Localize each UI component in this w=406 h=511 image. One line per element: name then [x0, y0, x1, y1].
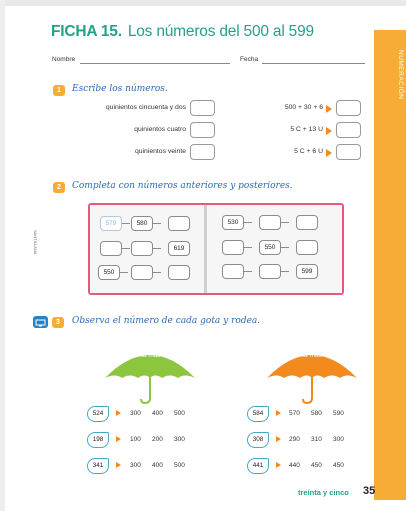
seq-link	[281, 271, 289, 272]
option[interactable]: 440	[289, 462, 300, 469]
page-title	[51, 23, 314, 41]
drop-number: 198	[87, 432, 109, 448]
arrow-icon	[276, 462, 281, 468]
footer-page-number: 35	[363, 485, 376, 497]
umbrella-orange-icon	[262, 340, 362, 405]
seq-box[interactable]	[168, 265, 190, 280]
option[interactable]: 300	[174, 436, 185, 443]
exercise-3-badge: 3	[52, 317, 64, 328]
option[interactable]: 300	[130, 462, 141, 469]
drop-number: 341	[87, 458, 109, 474]
ficha-label: FICHA 15.	[51, 23, 122, 40]
ex1-left-text-2: quinientos cuatro	[134, 126, 186, 133]
seq-link	[281, 222, 289, 223]
ex1-right-text-3: 5 C + 6 U	[294, 148, 323, 155]
exercise-3-instruction: Observa el número de cada gota y rodea.	[72, 316, 261, 326]
seq-box[interactable]	[222, 240, 244, 255]
seq-box: 530	[222, 215, 244, 230]
fecha-label: Fecha	[240, 56, 259, 63]
option[interactable]: 500	[174, 410, 185, 417]
seq-box[interactable]	[259, 215, 281, 230]
umbrella-right-label: La decena más cercana	[277, 352, 347, 359]
option[interactable]: 450	[333, 462, 344, 469]
seq-box[interactable]	[168, 216, 190, 231]
arrow-icon	[276, 410, 281, 416]
seq-link	[244, 247, 252, 248]
option[interactable]: 400	[152, 410, 163, 417]
seq-box[interactable]	[222, 264, 244, 279]
option[interactable]: 400	[152, 462, 163, 469]
option[interactable]: 200	[152, 436, 163, 443]
seq-box: 579	[100, 216, 122, 231]
seq-link	[153, 272, 161, 273]
exercise-2-badge: 2	[53, 182, 65, 193]
seq-box: 619	[168, 241, 190, 256]
drop-number: 584	[247, 406, 269, 422]
ex1-left-answer-3[interactable]	[190, 144, 215, 160]
ex1-left-text-3: quinientos veinte	[134, 148, 186, 155]
scan-edge-left	[0, 0, 5, 511]
seq-box[interactable]	[131, 265, 153, 280]
arrow-icon	[116, 410, 121, 416]
ex1-right-text-2: 5 C + 13 U	[290, 126, 323, 133]
option[interactable]: 300	[130, 410, 141, 417]
title-text: Los números del 500 al 599	[127, 23, 314, 40]
digital-resource-icon[interactable]	[33, 316, 48, 328]
seq-link	[244, 271, 252, 272]
arrow-icon	[116, 462, 121, 468]
seq-box[interactable]	[296, 215, 318, 230]
side-tab-label: NUMERACIÓN	[397, 50, 404, 100]
umbrella-left-label: La centena más cercana	[114, 352, 186, 359]
ex1-left-text-1: quinientos cincuenta y dos	[105, 104, 186, 111]
seq-link	[122, 223, 130, 224]
seq-box[interactable]	[296, 240, 318, 255]
seq-box: 580	[131, 216, 153, 231]
seq-box: 550	[259, 240, 281, 255]
ex1-right-answer-3[interactable]	[336, 144, 361, 160]
option[interactable]: 450	[311, 462, 322, 469]
option[interactable]: 290	[289, 436, 300, 443]
exercise-1-instruction: Escribe los números.	[72, 84, 168, 94]
seq-box: 599	[296, 264, 318, 279]
option[interactable]: 590	[333, 410, 344, 417]
drop-number: 524	[87, 406, 109, 422]
ex1-left-answer-2[interactable]	[190, 122, 215, 138]
seq-link	[281, 247, 289, 248]
seq-link	[153, 223, 161, 224]
option[interactable]: 500	[174, 462, 185, 469]
umbrella-green-icon	[100, 340, 200, 405]
nombre-line[interactable]	[80, 63, 230, 64]
seq-link	[153, 248, 161, 249]
ex1-right-text-1: 500 + 30 + 6	[284, 104, 323, 111]
publisher-mark: SANTILLANA	[33, 230, 38, 255]
arrow-icon	[326, 105, 332, 113]
option[interactable]: 100	[130, 436, 141, 443]
arrow-icon	[276, 436, 281, 442]
drop-number: 441	[247, 458, 269, 474]
seq-link	[244, 222, 252, 223]
arrow-icon	[326, 149, 332, 157]
arrow-icon	[326, 127, 332, 135]
drop-number: 308	[247, 432, 269, 448]
screen-icon	[33, 317, 48, 329]
footer-page-words: treinta y cinco	[298, 488, 349, 497]
exercise-2-instruction: Completa con números anteriores y posteriores.	[72, 181, 293, 191]
scan-edge-top	[0, 0, 406, 6]
option[interactable]: 570	[289, 410, 300, 417]
book-spine	[204, 205, 207, 293]
seq-box[interactable]	[131, 241, 153, 256]
fecha-line[interactable]	[262, 63, 365, 64]
option[interactable]: 300	[333, 436, 344, 443]
seq-link	[120, 272, 128, 273]
option[interactable]: 580	[311, 410, 322, 417]
exercise-1-badge: 1	[53, 85, 65, 96]
seq-box[interactable]	[100, 241, 122, 256]
ex1-left-answer-1[interactable]	[190, 100, 215, 116]
seq-box: 550	[98, 265, 120, 280]
seq-box[interactable]	[259, 264, 281, 279]
ex1-right-answer-1[interactable]	[336, 100, 361, 116]
ex1-right-answer-2[interactable]	[336, 122, 361, 138]
arrow-icon	[116, 436, 121, 442]
nombre-label: Nombre	[52, 56, 76, 63]
option[interactable]: 310	[311, 436, 322, 443]
seq-link	[122, 248, 130, 249]
